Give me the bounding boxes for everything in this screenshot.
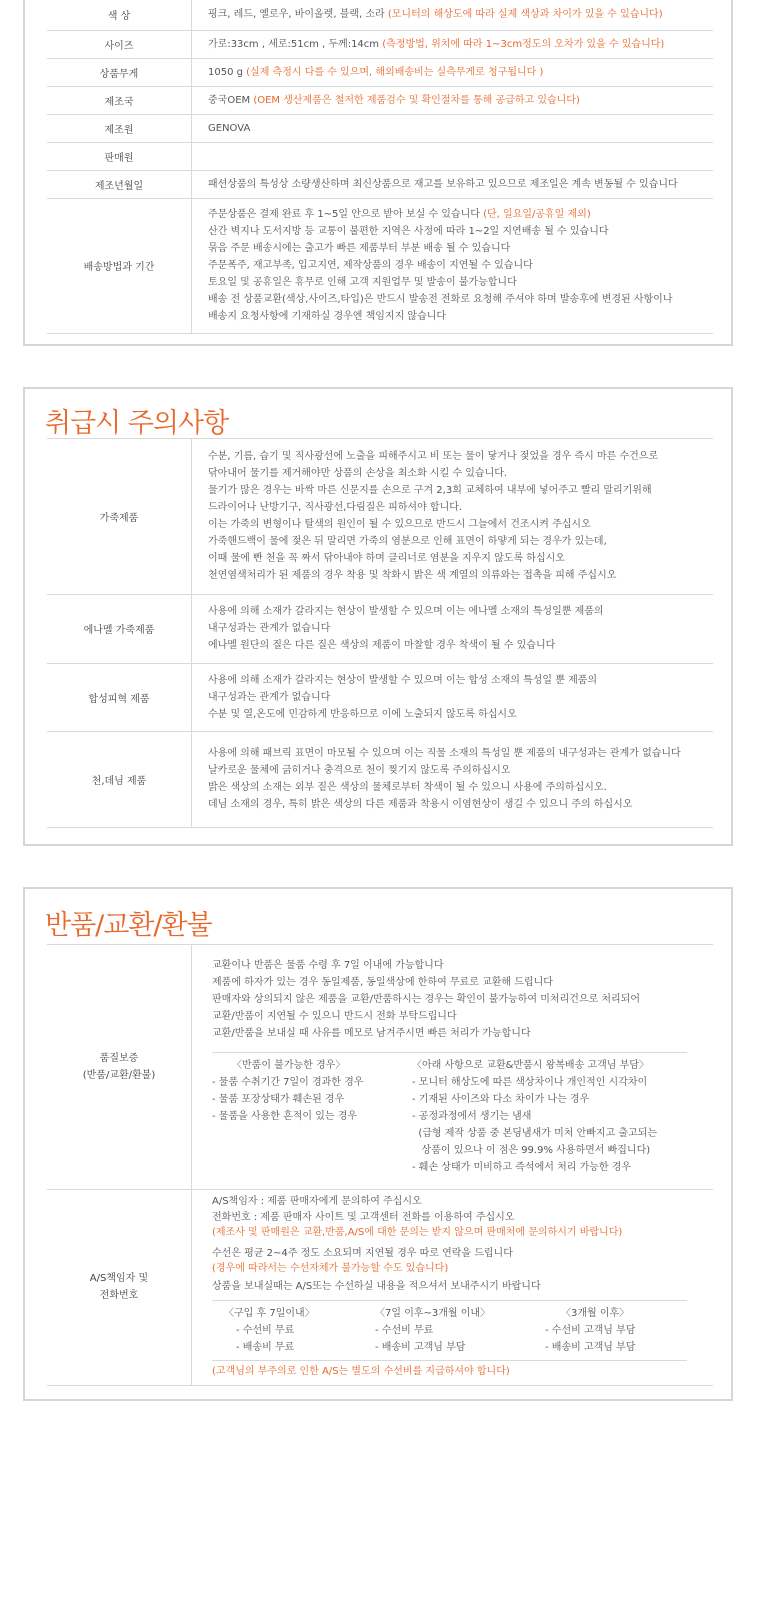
care-line: 데님 소재의 경우, 특히 밝은 색상의 다른 제품과 착용시 이염현상이 생길 수 있으니 주의 하십시오 bbox=[208, 799, 633, 810]
care-line: 드라이어나 난방기구, 직사광선,다림질은 피하셔야 합니다. bbox=[208, 502, 463, 514]
spec-box bbox=[23, 0, 733, 346]
care-line: 사용에 의해 소재가 갈라지는 현상이 발생할 수 있으며 이는 합성 소재의 특성일 뿐 제품의 bbox=[208, 674, 598, 686]
spec-row bbox=[47, 30, 713, 58]
fee-heading: 〈구입 후 7일이내〉 bbox=[224, 1308, 315, 1319]
shipping-line: 주문폭주, 재고부족, 입고지연, 제작상품의 경우 배송이 지연될 수 있습니다 bbox=[208, 260, 533, 271]
list-item: - 훼손 상태가 미비하고 즉석에서 처리 가능한 경우 bbox=[412, 1162, 632, 1174]
care-line: 에나멜 원단의 질은 다른 질은 색상의 제품이 마찰할 경우 착색이 될 수 있습니다 bbox=[208, 640, 556, 651]
as-line: 전화번호 : 제품 판매자 사이트 및 고객센터 전화를 이용하여 주십시오 bbox=[212, 1212, 515, 1223]
care-line: 천연염색처리가 된 제품의 경우 착용 및 착화시 밝은 색 계열의 의류와는 접촉을 피해 주십시오 bbox=[208, 570, 617, 582]
quality-subcols bbox=[212, 1057, 713, 1176]
row-label: A/S책임자 및 bbox=[89, 1273, 149, 1284]
row-label: 색 상 bbox=[47, 0, 192, 30]
divider bbox=[212, 1300, 687, 1301]
fee-item: - 수선비 무료 bbox=[236, 1325, 295, 1336]
as-line: 상품을 보내실때는 A/S또는 수선하실 내용을 적으셔서 보내주시기 바랍니다 bbox=[212, 1281, 541, 1292]
care-row bbox=[47, 439, 713, 594]
shipping-line: 묶음 주문 배송시에는 출고가 빠른 제품부터 부분 배송 될 수 있습니다 bbox=[208, 243, 511, 254]
as-row bbox=[47, 1189, 713, 1385]
care-line: 날카로운 물체에 긁히거나 충격으로 천이 찢기지 않도록 주의하십시오 bbox=[208, 765, 511, 776]
list-item: 상품이 있으나 이 점은 99.9% 사용하면서 빠집니다) bbox=[412, 1145, 651, 1157]
as-note: (제조사 및 판매원은 교환,반품,A/S에 대한 문의는 받지 않으며 판매처에 문의하시기 바랍니다) bbox=[212, 1227, 623, 1238]
fee-item: - 수선비 고객님 부담 bbox=[545, 1325, 636, 1336]
row-value: 중국OEM bbox=[208, 94, 254, 106]
fee-item: - 배송비 고객님 부담 bbox=[375, 1342, 466, 1353]
list-heading: 〈아래 사항으로 교환&반품시 왕복배송 고객님 부담〉 bbox=[412, 1060, 649, 1072]
as-line: 수선은 평균 2~4주 정도 소요되며 지연될 경우 따로 연락을 드립니다 bbox=[212, 1248, 513, 1259]
quality-line: 교환/반품을 보내실 때 사유를 메모로 남겨주시면 빠른 처리가 가능합니다 bbox=[212, 1028, 531, 1040]
spec-table bbox=[47, 0, 713, 334]
row-label: 배송방법과 기간 bbox=[47, 198, 192, 333]
list-item: - 물품을 사용한 흔적이 있는 경우 bbox=[212, 1111, 358, 1123]
shipping-line: 토요일 및 공휴일은 휴무로 인해 고객 지원업무 및 발송이 불가능합니다 bbox=[208, 277, 517, 288]
row-value: GENOVA bbox=[208, 122, 251, 134]
row-label: 제조원 bbox=[47, 114, 192, 142]
fee-col bbox=[545, 1305, 635, 1356]
row-label: 합성피혁 제품 bbox=[47, 663, 192, 731]
as-footer-note: (고객님의 부주의로 인한 A/S는 별도의 수선비를 지급하셔야 합니다) bbox=[212, 1366, 510, 1377]
care-row bbox=[47, 594, 713, 663]
shipping-line: 배송지 요청사항에 기재하실 경우엔 책임지지 않습니다 bbox=[208, 311, 447, 322]
row-label: 제조년월일 bbox=[47, 170, 192, 198]
fee-col bbox=[212, 1305, 375, 1356]
row-label: 상품무게 bbox=[47, 58, 192, 86]
fee-heading: 〈3개월 이후〉 bbox=[561, 1308, 630, 1319]
care-line: 수분 및 열,온도에 민감하게 반응하므로 이에 노출되지 않도록 하십시오 bbox=[208, 708, 517, 720]
list-heading: 〈반품이 불가능한 경우〉 bbox=[232, 1060, 346, 1072]
row-value: 가로:33cm , 세로:51cm , 두께:14cm bbox=[208, 38, 383, 50]
care-table bbox=[47, 439, 713, 828]
care-line: 가죽핸드백이 물에 젖은 뒤 말리면 가죽의 염분으로 인해 표면이 하얗게 되는 경우가 있는데, bbox=[208, 536, 607, 548]
shipping-row bbox=[47, 198, 713, 333]
list-item: - 물품 포장상태가 훼손된 경우 bbox=[212, 1094, 345, 1106]
row-label: 제조국 bbox=[47, 86, 192, 114]
care-line: 내구성과는 관계가 없습니다 bbox=[208, 691, 331, 703]
care-line: 사용에 의해 패브릭 표면이 마모될 수 있으며 이는 직물 소재의 특성일 뿐 제품의 내구성과는 관계가 없습니다 bbox=[208, 748, 681, 759]
non-return-list bbox=[212, 1057, 412, 1176]
care-row bbox=[47, 731, 713, 827]
row-label: (반품/교환/환불) bbox=[82, 1069, 156, 1081]
row-label: 품질보증 bbox=[99, 1052, 139, 1064]
row-note: (모니터의 해상도에 따라 실제 색상과 차이가 있을 수 있습니다) bbox=[387, 9, 663, 21]
list-item: - 물품 수취기간 7일이 경과한 경우 bbox=[212, 1077, 364, 1089]
care-line: 이때 물에 빤 천을 꼭 짜서 닦아내야 하며 클리너로 염분을 지우지 않도록 하십시오 bbox=[208, 553, 565, 565]
care-box bbox=[23, 387, 733, 846]
care-line: 이는 가죽의 변형이나 탈색의 원인이 될 수 있으므로 반드시 그늘에서 건조시켜 주십시오 bbox=[208, 519, 591, 531]
care-line: 내구성과는 관계가 없습니다 bbox=[208, 623, 331, 634]
shipping-line: 산간 벽지나 도서지방 등 교통이 불편한 지역은 사정에 따라 1~2일 지연배송 될 수 있습니다 bbox=[208, 226, 609, 237]
care-line: 수분, 기름, 습기 및 직사광선에 노출을 피해주시고 비 또는 물이 닿거나 젖었을 경우 즉시 마른 수건으로 bbox=[208, 451, 659, 463]
row-label: 판매원 bbox=[47, 142, 192, 170]
quality-row bbox=[47, 945, 713, 1189]
as-fee-cols bbox=[212, 1305, 713, 1356]
spec-row bbox=[47, 114, 713, 142]
shipping-note: (단, 일요일/공휴일 제외) bbox=[483, 209, 591, 220]
row-label: 사이즈 bbox=[47, 30, 192, 58]
fee-col bbox=[375, 1305, 545, 1356]
returns-box bbox=[23, 887, 733, 1401]
shipping-line: 주문상품은 결제 완료 후 1~5일 안으로 받아 보실 수 있습니다 bbox=[208, 209, 484, 220]
fee-item: - 배송비 무료 bbox=[236, 1342, 295, 1353]
shipping-line: 배송 전 상품교환(색상,사이즈,타입)은 반드시 발송전 전화로 요청해 주셔야 하며 발송후에 변경된 사항이나 bbox=[208, 294, 673, 305]
row-note: (OEM 생산제품은 철저한 제품검수 및 확인절차를 통해 공급하고 있습니다) bbox=[253, 94, 580, 106]
fee-item: - 수선비 무료 bbox=[375, 1325, 434, 1336]
list-item: (급형 제작 상품 중 본딩냄새가 미처 안빠지고 출고되는 bbox=[412, 1128, 658, 1140]
care-row bbox=[47, 663, 713, 731]
row-value: 1050 g bbox=[208, 66, 247, 78]
row-note: (실제 측정시 다를 수 있으며, 해외배송비는 실측무게로 청구됩니다 ) bbox=[246, 66, 544, 78]
returns-table bbox=[47, 945, 713, 1386]
as-note: (경우에 따라서는 수선자체가 불가능할 수도 있습니다) bbox=[212, 1263, 449, 1274]
customer-pays-list bbox=[412, 1057, 657, 1176]
row-label: 에나멜 가죽제품 bbox=[47, 594, 192, 663]
row-note: (측정방법, 위치에 따라 1~3cm정도의 오차가 있을 수 있습니다) bbox=[382, 38, 665, 50]
as-line: A/S책임자 : 제품 판매자에게 문의하여 주십시오 bbox=[212, 1196, 422, 1207]
quality-line: 판매자와 상의되지 않은 제품을 교환/반품하시는 경우는 확인이 불가능하여 미처리건으로 처리되어 bbox=[212, 994, 641, 1006]
row-label: 가죽제품 bbox=[47, 439, 192, 594]
returns-title: 반품/교환/환불 bbox=[45, 910, 212, 941]
fee-heading: 〈7일 이후~3개월 이내〉 bbox=[375, 1308, 491, 1319]
row-label: 천,데님 제품 bbox=[47, 731, 192, 827]
row-value: 패션상품의 특성상 소량생산하며 최신상품으로 재고를 보유하고 있으므로 제조일은 계속 변동될 수 있습니다 bbox=[208, 178, 678, 190]
fee-item: - 배송비 고객님 부담 bbox=[545, 1342, 636, 1353]
quality-line: 교환/반품이 지연될 수 있으니 반드시 전화 부탁드립니다 bbox=[212, 1011, 457, 1023]
care-line: 밝은 색상의 소재는 외부 짙은 색상의 물체로부터 착색이 될 수 있으니 사용에 주의하십시오. bbox=[208, 782, 607, 793]
divider bbox=[212, 1360, 687, 1361]
quality-line: 교환이나 반품은 물품 수령 후 7일 이내에 가능합니다 bbox=[212, 960, 444, 972]
care-title: 취급시 주의사항 bbox=[45, 408, 229, 439]
care-line: 닦아내어 물기를 제거해야만 상품의 손상을 최소화 시킬 수 있습니다. bbox=[208, 468, 508, 480]
spec-row bbox=[47, 170, 713, 198]
row-value: 핑크, 레드, 옐로우, 바이올렛, 블랙, 소라 bbox=[208, 9, 388, 21]
list-item: - 공정과정에서 생기는 냄새 bbox=[412, 1111, 532, 1123]
care-line: 물기가 많은 경우는 바싹 마른 신문지를 손으로 구겨 2,3회 교체하여 내부에 넣어주고 빨리 말리기위해 bbox=[208, 485, 652, 497]
list-item: - 모니터 해상도에 따른 색상차이나 개인적인 시각차이 bbox=[412, 1077, 648, 1089]
spec-row bbox=[47, 58, 713, 86]
spec-row bbox=[47, 86, 713, 114]
spec-row bbox=[47, 142, 713, 170]
care-line: 사용에 의해 소재가 갈라지는 현상이 발생할 수 있으며 이는 에나멜 소재의 특성일뿐 제품의 bbox=[208, 606, 604, 617]
quality-line: 제품에 하자가 있는 경우 동일제품, 동일색상에 한하여 무료로 교환해 드립니다 bbox=[212, 977, 553, 989]
list-item: - 기재된 사이즈와 다소 차이가 나는 경우 bbox=[412, 1094, 590, 1106]
spec-row bbox=[47, 0, 713, 30]
divider bbox=[212, 1052, 687, 1053]
row-label: 전화번호 bbox=[99, 1290, 139, 1301]
